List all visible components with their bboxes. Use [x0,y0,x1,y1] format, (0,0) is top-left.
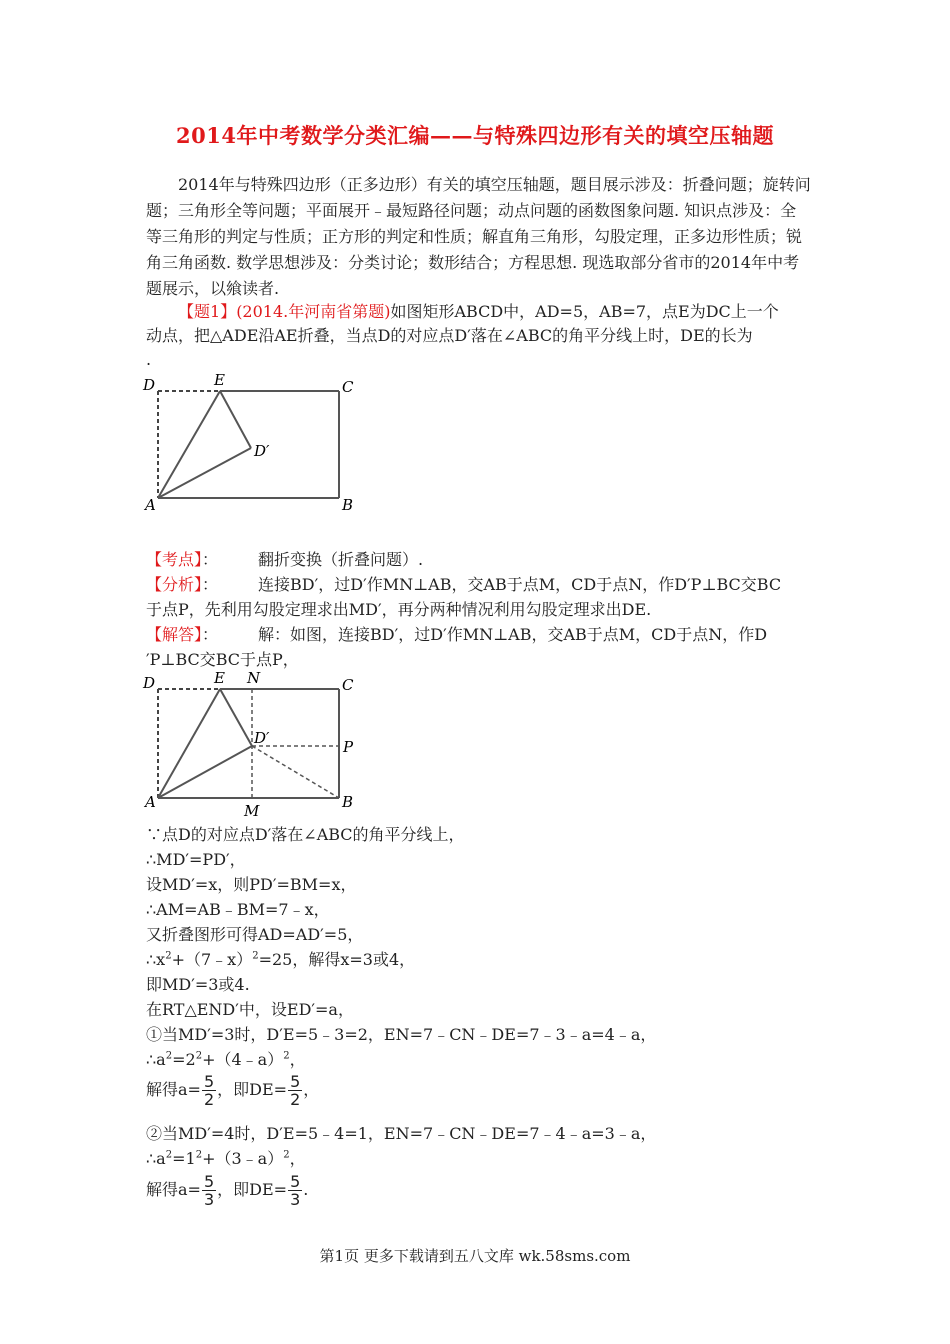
problem-text-3: . [146,350,152,369]
jieda-colon: ： [202,625,219,644]
jieda-line-1 [146,623,767,647]
problem-line-1 [178,300,779,324]
fig2-edge-ed [220,689,252,746]
fig2-label-m: M [244,802,260,820]
fig2-label-c: C [342,676,354,694]
solution-step-10: $\therefore a^2=2^2+(4﹣a)^2$， [146,1050,306,1069]
fig2-label-b: B [342,793,354,811]
solution-step-11: 解得a= $\frac{5}{2}$ ，即DE= $\frac{5}{2}$ ， [146,1072,320,1109]
fenxi-colon: ： [202,575,219,594]
fig2-label-n: N [247,669,261,687]
solution-step-7: 即MD′=3或4. [146,975,250,994]
figure-1 [140,368,370,516]
fig2-label-d: D [143,674,156,692]
fig1-label-d: D [143,376,156,394]
fig1-label-c: C [342,378,354,396]
solution-step-14: 解得a= $\frac{5}{3}$ ，即DE= $\frac{5}{3}$ . [146,1172,309,1209]
fenxi-label: 【分析】 [146,575,203,594]
fenxi-text-1: 连接BD′，过D′作MN⊥AB，交AB于点M，CD于点N，作D′P⊥BC交BC [258,575,782,594]
kaodian-colon: ： [202,550,219,569]
fig2-label-a: A [145,793,156,811]
solution-step-3: 设MD′=x，则PD′=BM=x， [146,875,357,894]
problem-text-2: 动点，把△ADE沿AE折叠，当点D的对应点D′落在∠ABC的角平分线上时，DE的长为 [146,326,753,345]
fig1-label-e: E [214,371,225,389]
solution-step-1: ∵点D的对应点D′落在∠ABC的角平分线上， [146,825,465,844]
solution-step-5: 又折叠图形可得AD=AD′=5， [146,925,364,944]
fraction-5-2: $\frac{5}{2}$ [203,1072,215,1109]
fig2-label-dprime: D′ [254,729,270,747]
solution-step-9: ①当MD′=3时，D′E=5﹣3=2，EN=7﹣CN﹣DE=7﹣3﹣a=4﹣a， [146,1025,657,1044]
problem-source: (2014.年河南省第题) [236,302,391,321]
kaodian-text: 翻折变换（折叠问题）. [258,550,424,569]
page-footer: 第1页 更多下载请到五八文库 wk.58sms.com [319,1247,631,1265]
solution-step-12: ②当MD′=4时，D′E=5﹣4=1，EN=7﹣CN﹣DE=7﹣4﹣a=3﹣a， [146,1124,657,1143]
solution-step-2: ∴MD′=PD′， [146,850,246,869]
page-title: 2014年中考数学分类汇编——与特殊四边形有关的填空压轴题 [176,123,774,148]
problem-text-1: 如图矩形ABCD中，AD=5，AB=7，点E为DC上一个 [390,302,779,321]
intro-paragraph: 2014年与特殊四边形（正多边形）有关的填空压轴题，题目展示涉及：折叠问题；旋转问题；三角形全等问题；平面展开﹣最短路径问题；动点问题的函数图象问题. 知识点涉及：全等三角形的判定与性质；正方形的判定和性质；解直角三角形，勾股定理，正多边形性质；锐角三角函数. 数学思想涉及：分类讨论；数形结合；方程思想. 现选取部分省市的2014年中考题展示，以飨读者. [146,175,811,298]
fig1-edge-ed [220,391,251,448]
fig2-line-db [252,746,339,798]
kaodian-line [146,548,423,572]
figure-2 [140,666,370,820]
solution-step-13: $\therefore a^2=1^2+(3﹣a)^2$， [146,1149,306,1168]
fenxi-text-2: 于点P，先利用勾股定理求出MD′，再分两种情况利用勾股定理求出DE. [146,600,652,619]
jieda-text-1: 解：如图，连接BD′，过D′作MN⊥AB，交AB于点M，CD于点N，作D [258,625,768,644]
solution-step-4: ∴AM=AB﹣BM=7﹣x， [146,900,330,919]
fraction-5-3-b: $\frac{5}{3}$ [290,1172,301,1209]
kaodian-label: 【考点】 [146,550,203,569]
solution-step-8: 在RT△END′中，设ED′=a， [146,1000,354,1019]
problem-label: 【题1】 [178,302,237,321]
fenxi-line-1 [146,573,781,597]
fig1-label-a: A [145,496,156,514]
jieda-label: 【解答】 [146,625,203,644]
fig2-label-p: P [343,738,354,756]
fig1-label-dprime: D′ [254,442,270,460]
fraction-5-3: $\frac{5}{3}$ [203,1172,215,1209]
jieda-text-2: ′P⊥BC交BC于点P， [146,650,299,669]
fraction-5-2-b: $\frac{5}{2}$ [290,1072,301,1109]
solution-step-6: $\therefore x^2+(7﹣x)^2=25$，解得x=3或4， [146,950,416,969]
fig1-label-b: B [342,496,354,514]
fig2-label-e: E [214,669,225,687]
